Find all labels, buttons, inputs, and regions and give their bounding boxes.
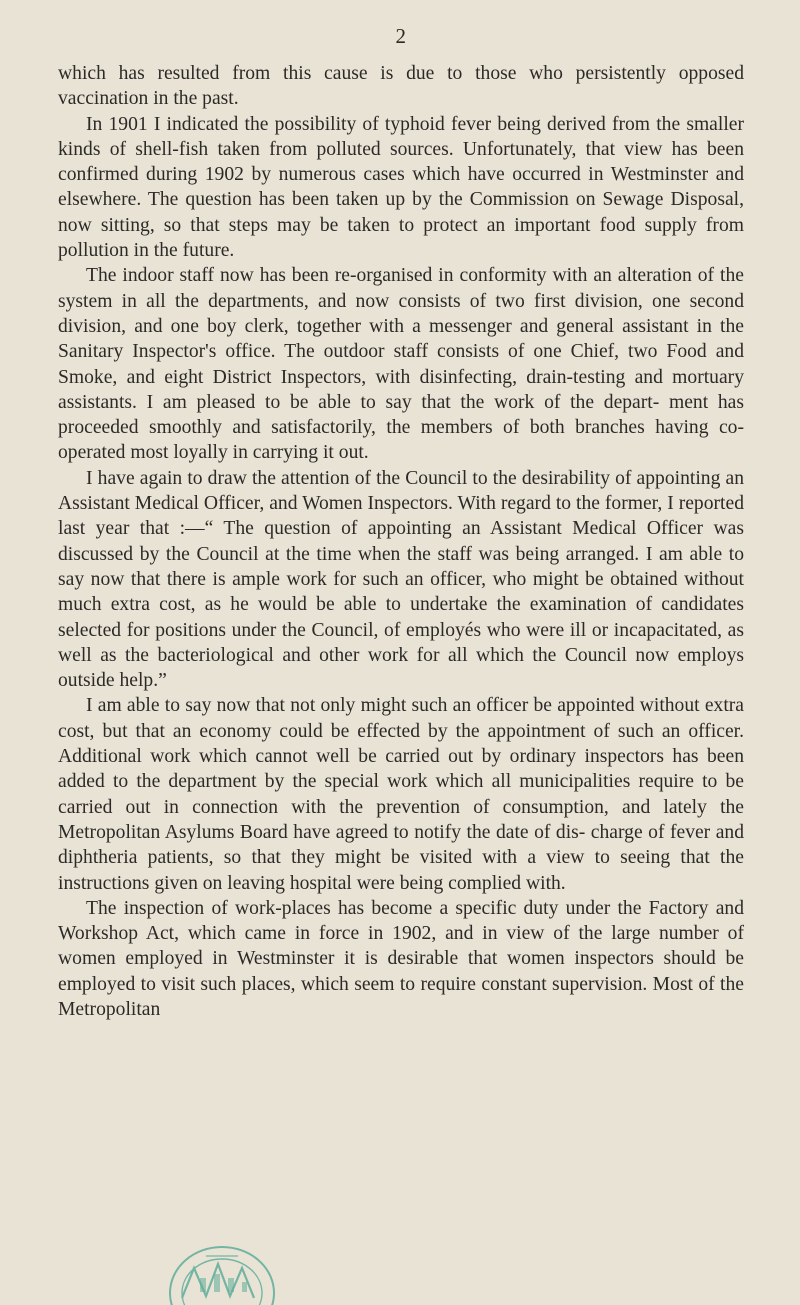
page-number: 2 (395, 24, 407, 48)
paragraph-4: I have again to draw the attention of the Council to the desirability of appointing an Assistant Medical Officer, and Women Inspectors. With regard to the former, I reported last year that :—“ The question of appointing an Assistant Medical Officer was discussed by the Council at the time when the staff was being arranged. I am able to say now that there is ample work for such an officer, who might be obtained without much extra cost, as he would be able to undertake the examination of candidates selected for positions under the Council, of employés who were ill or incapacitated, as well as the bacteriological and other work for all which the Council now employs outside help.” (58, 467, 744, 692)
paragraph-6: The inspection of work-places has become a specific duty under the Factory and Workshop Act, which came in force in 1902, and in view of the large number of women employed in Westminster it is desirable that women inspectors should be employed to visit such places, which seem to require constant supervision. Most of the Metropolitan (58, 897, 744, 1020)
paragraph-5: I am able to say now that not only might such an officer be appointed without extra cost, but that an economy could be effected by the appointment of such an officer. Additional work which cannot well be carried out by ordinary inspectors has been added to the department by the special work which all municipalities require to be carried out in connection with the prevention of consumption, and lately the Metropolitan Asylums Board have agreed to notify the date of dis- charge of fever and diphtheria patients, so that they might be visited with a view to seeing that the instructions given on leaving hospital were being complied with. (58, 695, 744, 894)
library-stamp-icon (162, 1238, 282, 1305)
body-text (58, 61, 744, 1022)
paragraph-3: The indoor staff now has been re-organised in conformity with an alteration of the system in all the departments, and now consists of two first division, one second division, and one boy clerk, together with a messenger and general assistant in the Sanitary Inspector's office. The outdoor staff consists of one Chief, two Food and Smoke, and eight District Inspectors, with disinfecting, drain-testing and mortuary assistants. I am pleased to be able to say that the work of the depart- ment has proceeded smoothly and satisfactorily, the members of both branches having co-operated most loyally in carrying it out. (58, 265, 744, 464)
paragraph-2: In 1901 I indicated the possibility of typhoid fever being derived from the smaller kinds of shell-fish taken from polluted sources. Unfortunately, that view has been confirmed during 1902 by numerous cases which have occurred in Westminster and elsewhere. The question has been taken up by the Commission on Sewage Disposal, now sitting, so that steps may be taken to protect an important food supply from pollution in the future. (58, 113, 744, 262)
paragraph-1: which has resulted from this cause is due to those who persistently opposed vaccination in the past. (58, 63, 744, 110)
